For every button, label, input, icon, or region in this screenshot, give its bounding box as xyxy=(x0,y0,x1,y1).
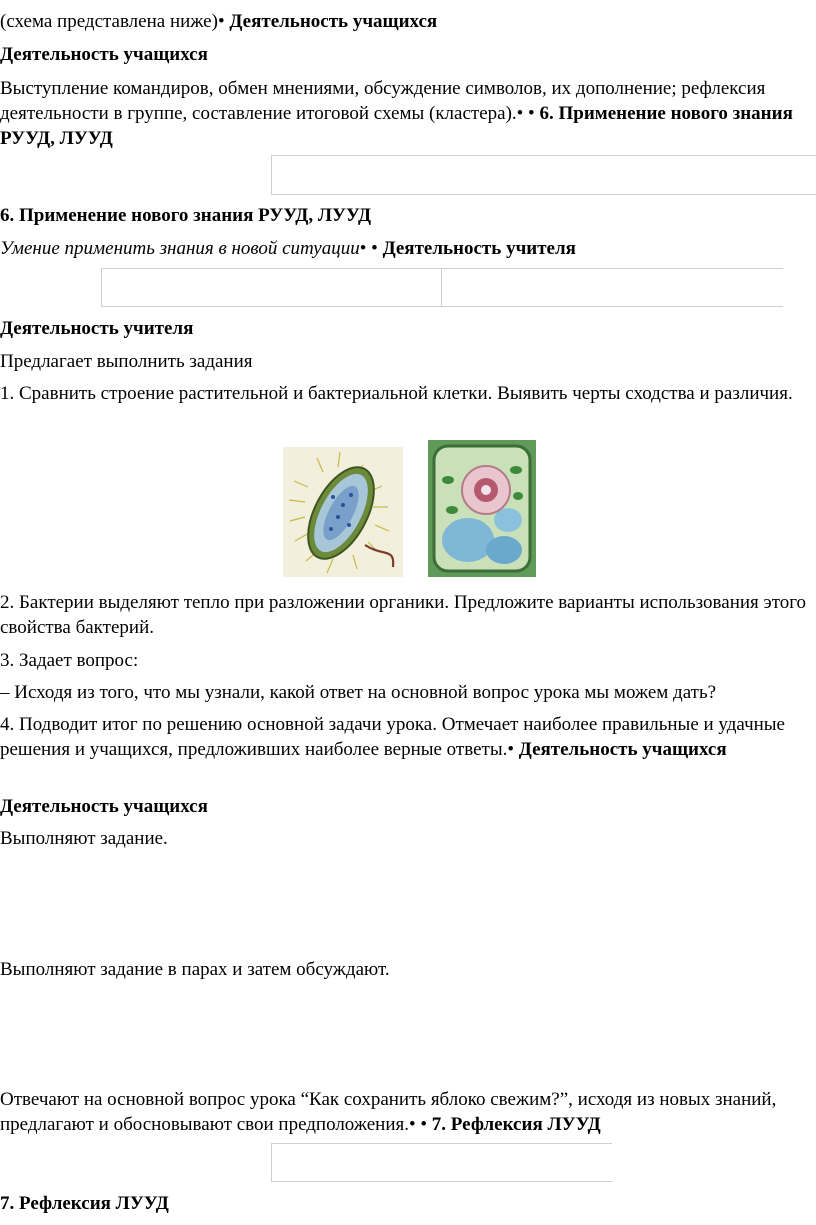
group-reflection-text: Выступление командиров, обмен мнениями, обсуждение символов, их дополнение; рефлексия деятельности в группе, составление итоговой схемы (кластера). xyxy=(0,78,766,124)
heading-teacher-activity: Деятельность учителя xyxy=(0,318,194,339)
bullets: • • xyxy=(359,238,378,259)
schema-note: (схема представлена ниже) xyxy=(0,11,218,32)
bacteria-illustration xyxy=(283,447,403,577)
task-1: 1. Сравнить строение растительной и бактериальной клетки. Выявить черты сходства и различия. xyxy=(0,383,793,404)
apply-knowledge-text: Умение применить знания в новой ситуации xyxy=(0,238,360,259)
task-3: 3. Задает вопрос: xyxy=(0,650,139,671)
students-activity-inline: Деятельность учащихся xyxy=(229,11,438,32)
line-schema xyxy=(0,9,812,34)
do-task: Выполняют задание. xyxy=(0,828,168,849)
teacher-activity-inline: Деятельность учителя xyxy=(382,238,576,259)
bullet: • xyxy=(507,739,515,760)
bullet: • xyxy=(217,11,225,32)
paragraph-answer xyxy=(0,1087,812,1137)
plant-cell-illustration xyxy=(428,440,536,577)
plant-cell-image xyxy=(428,440,536,577)
heading-section-6: 6. Применение нового знания РУУД, ЛУУД xyxy=(0,205,372,226)
bullets: • • xyxy=(516,103,535,124)
section6-inline: 6. Применение нового знания РУУД, ЛУУД xyxy=(0,103,793,149)
question: – Исходя из того, что мы узнали, какой ответ на основной вопрос урока мы можем дать? xyxy=(0,682,717,703)
heading-students-activity: Деятельность учащихся xyxy=(0,44,208,65)
offer-tasks: Предлагает выполнить задания xyxy=(0,351,253,372)
bacterial-cell-image xyxy=(283,447,403,577)
paragraph-group-reflection xyxy=(0,76,812,151)
empty-table-cell-right xyxy=(441,268,783,307)
empty-table-cell-left xyxy=(101,268,442,307)
heading-reflection: 7. Рефлексия ЛУУД xyxy=(0,1193,169,1214)
students-activity-inline-2: Деятельность учащихся xyxy=(518,739,727,760)
line-apply-knowledge xyxy=(0,236,812,261)
task-4-text: 4. Подводит итог по решению основной задачи урока. Отмечает наиболее правильные и удачные решения и учащихся, предложивших наиболее верные ответы. xyxy=(0,714,785,760)
empty-table-cell-reflection xyxy=(271,1143,612,1182)
bullets: • • xyxy=(408,1114,428,1135)
empty-table-cell xyxy=(271,155,816,195)
task-2: 2. Бактерии выделяют тепло при разложении органики. Предложите варианты использования этого свойства бактерий. xyxy=(0,592,807,638)
do-task-pairs: Выполняют задание в парах и затем обсуждают. xyxy=(0,959,390,980)
heading-students-activity-2: Деятельность учащихся xyxy=(0,796,208,817)
answer-text: Отвечают на основной вопрос урока “Как сохранить яблоко свежим?”, исходя из новых знаний, предлагают и обосновывают свои предположения. xyxy=(0,1089,777,1135)
paragraph-task-4 xyxy=(0,712,812,762)
reflection-inline: 7. Рефлексия ЛУУД xyxy=(431,1114,601,1135)
